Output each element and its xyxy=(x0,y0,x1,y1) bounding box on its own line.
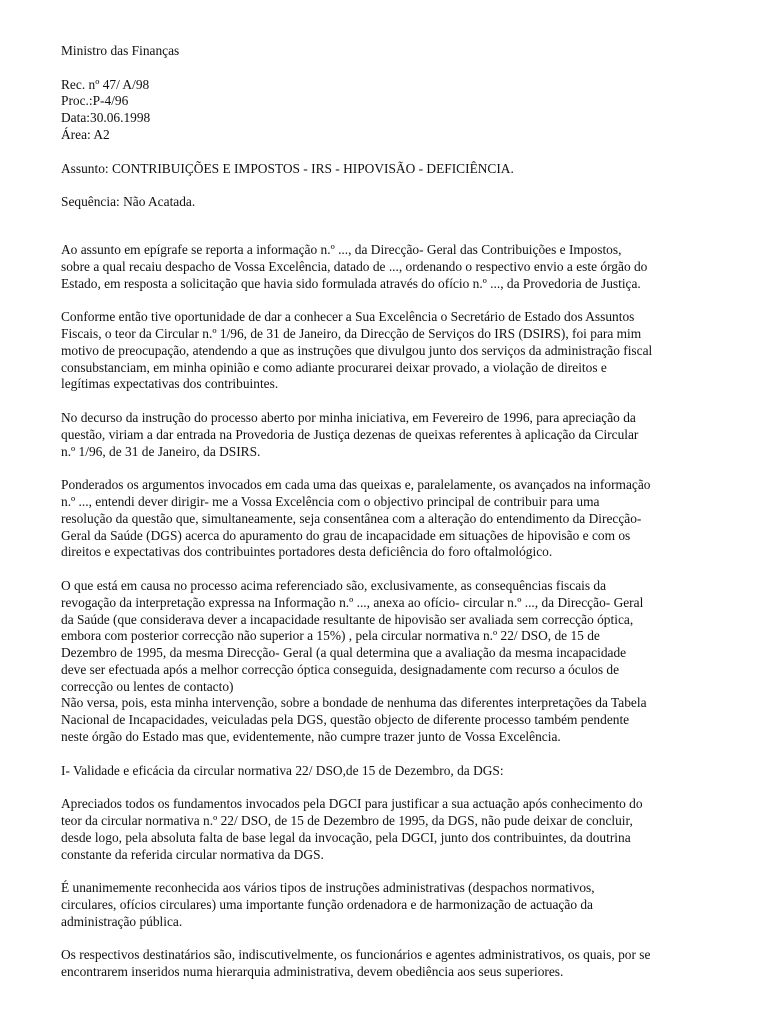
text-line: legítimas expectativas dos contribuintes. xyxy=(61,376,279,392)
text-line: n.º ..., entendi dever dirigir- me a Vossa Excelência com o objectivo principal de contribuir para uma xyxy=(61,493,600,509)
text-line: neste órgão do Estado mas que, evidentemente, não cumpre trazer junto de Vossa Excelência. xyxy=(61,729,561,745)
proc-number: Proc.:P-4/96 xyxy=(61,93,129,109)
text-line: direitos e expectativas dos contribuintes portadores desta deficiência do foro oftalmológico. xyxy=(61,544,553,560)
document-title: Ministro das Finanças xyxy=(61,43,180,58)
spacer xyxy=(61,779,761,796)
paragraph-4 xyxy=(61,477,761,561)
text-line: Geral da Saúde (DGS) acerca do apuramento do grau de incapacidade em situações de hipovisão e com os xyxy=(61,527,631,543)
sequence-line: Sequência: Não Acatada. xyxy=(61,194,196,210)
text-line: motivo de preocupação, atendendo a que as instruções que divulgou junto dos serviços da administração fiscal xyxy=(61,342,653,358)
paragraph-6 xyxy=(61,796,761,863)
spacer xyxy=(61,144,761,161)
text-line: teor da circular normativa n.º 22/ DSO, de 15 de Dezembro de 1995, da DGS, não pude deixar de concluir, xyxy=(61,813,633,829)
reference-block xyxy=(61,77,761,144)
spacer xyxy=(61,561,761,578)
spacer xyxy=(61,393,761,410)
text-line: n.º 1/96, de 31 de Janeiro, da DSIRS. xyxy=(61,443,261,459)
spacer xyxy=(61,931,761,948)
text-line: I- Validade e eficácia da circular normativa 22/ DSO,de 15 de Dezembro, da DGS: xyxy=(61,762,504,778)
text-line: administração pública. xyxy=(61,913,183,929)
text-line: Não versa, pois, esta minha intervenção, sobre a bondade de nenhuma das diferentes interpretações da Tabela xyxy=(61,695,647,711)
rec-number: Rec. nº 47/ A/98 xyxy=(61,76,150,92)
spacer xyxy=(61,863,761,880)
text-line: consubstanciam, em minha opinião e como adiante procurarei deixar provado, a violação de direitos e xyxy=(61,359,607,375)
spacer xyxy=(61,460,761,477)
paragraph-7 xyxy=(61,880,761,930)
text-line: desde logo, pela absoluta falta de base legal da invocação, pela DGCI, junto dos contribuintes, da doutrina xyxy=(61,829,631,845)
spacer xyxy=(61,60,761,77)
paragraph-2 xyxy=(61,309,761,393)
text-line: É unanimemente reconhecida aos vários tipos de instruções administrativas (despachos normativos, xyxy=(61,880,595,896)
paragraph-3 xyxy=(61,410,761,460)
text-line: resolução da questão que, simultaneamente, seja consentânea com a alteração do entendimento da Direcção- xyxy=(61,510,642,526)
paragraph-5 xyxy=(61,578,761,746)
text-line: encontrarem inseridos numa hierarquia administrativa, devem obediência aos seus superiores. xyxy=(61,964,564,980)
text-line: constante da referida circular normativa da DGS. xyxy=(61,846,324,862)
document-area: Área: A2 xyxy=(61,126,110,142)
text-line: Estado, em resposta a solicitação que havia sido formulada através do ofício n.º ..., da Provedoria de Justiça. xyxy=(61,275,641,291)
text-line: Fiscais, o teor da Circular n.º 1/96, de 31 de Janeiro, da Direcção de Serviços do IRS (DSIRS), foi para mim xyxy=(61,325,642,341)
text-line: Apreciados todos os fundamentos invocados pela DGCI para justificar a sua actuação após conhecimento do xyxy=(61,796,643,812)
text-line: O que está em causa no processo acima referenciado são, exclusivamente, as consequências fiscais da xyxy=(61,577,607,593)
spacer xyxy=(61,211,761,242)
spacer xyxy=(61,177,761,194)
paragraph-8 xyxy=(61,947,761,981)
text-line: Nacional de Incapacidades, veiculadas pela DGS, questão objecto de diferente processo também pendente xyxy=(61,712,630,728)
subject-line: Assunto: CONTRIBUIÇÕES E IMPOSTOS - IRS - HIPOVISÃO - DEFICIÊNCIA. xyxy=(61,160,514,176)
spacer xyxy=(61,292,761,309)
text-line: No decurso da instrução do processo aberto por minha iniciativa, em Fevereiro de 1996, para apreciação da xyxy=(61,409,636,425)
text-line: da Saúde (que considerava dever a incapacidade resultante de hipovisão ser avaliada sem correcção óptica, xyxy=(61,611,634,627)
text-line: Conforme então tive oportunidade de dar a conhecer a Sua Excelência o Secretário de Estado dos Assuntos xyxy=(61,309,635,325)
section-heading xyxy=(61,763,761,780)
text-line: deve ser efectuada após a melhor correcção óptica conseguida, designadamente com recurso a óculos de xyxy=(61,661,620,677)
paragraph-1 xyxy=(61,242,761,292)
text-line: circulares, ofícios circulares) uma importante função ordenadora e de harmonização de actuação da xyxy=(61,897,594,913)
text-line: sobre a qual recaiu despacho de Vossa Excelência, datado de ..., ordenando o respectivo envio a este órgão do xyxy=(61,258,648,274)
text-line: Ao assunto em epígrafe se reporta a informação n.º ..., da Direcção- Geral das Contribuições e Impostos, xyxy=(61,241,622,257)
text-line: Ponderados os argumentos invocados em cada uma das queixas e, paralelamente, os avançados na informação xyxy=(61,477,651,493)
text-line: questão, viriam a dar entrada na Provedoria de Justiça dezenas de queixas referentes à aplicação da Circular xyxy=(61,426,639,442)
spacer xyxy=(61,746,761,763)
document-page xyxy=(61,0,761,987)
document-date: Data:30.06.1998 xyxy=(61,110,151,126)
text-line: embora com posterior correcção não superior a 15%) , pela circular normativa n.º 22/ DSO, de 15 de xyxy=(61,628,600,644)
text-line: Dezembro de 1995, da mesma Direcção- Geral (a qual determina que a avaliação da mesma incapacidade xyxy=(61,645,627,661)
text-line: correcção ou lentes de contacto) xyxy=(61,678,234,694)
text-line: revogação da interpretação expressa na Informação n.º ..., anexa ao ofício- circular n.º ..., da Direcção- Geral xyxy=(61,594,644,610)
text-line: Os respectivos destinatários são, indiscutivelmente, os funcionários e agentes administrativos, os quais, por se xyxy=(61,947,651,963)
